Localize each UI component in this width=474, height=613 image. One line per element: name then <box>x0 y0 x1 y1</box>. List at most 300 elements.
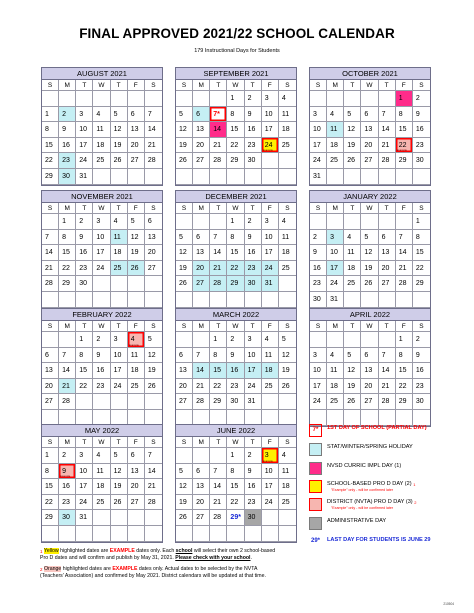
day-number: 25 <box>330 398 338 406</box>
day-number: 10 <box>96 233 105 241</box>
day-cell <box>59 276 76 292</box>
day-cell <box>344 153 361 169</box>
weekday-header: S <box>413 80 430 91</box>
day-number: 8 <box>213 351 218 359</box>
day-number: 1 <box>230 95 235 102</box>
day-cell <box>210 510 227 526</box>
day-cell <box>76 276 93 292</box>
day-number: 16 <box>247 483 256 491</box>
day-cell <box>59 495 76 511</box>
day-number: 24 <box>264 141 273 149</box>
day-cell <box>227 363 244 379</box>
day-cell <box>128 379 145 395</box>
day-cell <box>76 122 93 138</box>
day-cell <box>145 214 162 230</box>
day-cell <box>76 464 93 480</box>
day-number: 29 <box>398 157 407 165</box>
day-number: 21 <box>213 141 222 149</box>
day-cell <box>245 464 262 480</box>
day-cell <box>128 230 145 246</box>
example-tag: Example <box>60 475 71 479</box>
day-number: 3 <box>79 110 84 118</box>
day-cell <box>227 214 244 230</box>
day-cell <box>379 292 396 308</box>
day-cell <box>59 169 76 185</box>
day-cell <box>361 261 378 277</box>
day-number: 4 <box>113 218 118 225</box>
day-number: 17 <box>264 483 273 491</box>
day-cell <box>93 169 110 185</box>
day-number: 15 <box>398 367 407 375</box>
month-name: MAY 2022 <box>42 425 162 437</box>
day-number: 11 <box>281 467 290 475</box>
footnote-1: 1 Yellow highlighted dates are EXAMPLE dates only. Each school will select their own 2 school-based Pro D dates and will confirm and publish by May 31, 2021. Please check with your school. <box>40 548 276 561</box>
day-cell <box>128 245 145 261</box>
weekday-header: F <box>262 321 279 332</box>
day-cell <box>59 363 76 379</box>
day-cell <box>193 363 210 379</box>
day-cell <box>413 292 430 308</box>
day-cell <box>76 332 93 348</box>
weekday-header: S <box>279 437 296 448</box>
day-cell <box>176 107 193 123</box>
day-cell <box>210 479 227 495</box>
day-number: 30 <box>247 280 256 288</box>
day-cell <box>59 379 76 395</box>
day-cell <box>128 261 145 277</box>
day-number: 30 <box>230 398 239 406</box>
day-number: 14 <box>381 367 390 375</box>
weekday-header: S <box>145 437 162 448</box>
day-cell <box>76 394 93 410</box>
day-cell <box>42 348 59 364</box>
day-number: 5 <box>113 110 118 118</box>
day-cell <box>42 394 59 410</box>
day-number: 9 <box>247 233 252 241</box>
day-number: 13 <box>196 483 204 491</box>
day-cell <box>111 510 128 526</box>
day-number: 12 <box>179 483 187 491</box>
day-cell <box>111 332 128 348</box>
weekday-header: F <box>262 80 279 91</box>
month-calendar <box>41 308 163 427</box>
day-cell <box>361 245 378 261</box>
day-number: 12 <box>347 126 356 134</box>
day-cell <box>93 510 110 526</box>
day-cell <box>76 153 93 169</box>
legend-label-text: SCHOOL-BASED PRO D DAY (2) <box>327 481 412 487</box>
day-cell <box>245 332 262 348</box>
day-cell <box>227 261 244 277</box>
weekday-header: M <box>59 203 76 214</box>
day-number: 1 <box>45 452 49 459</box>
day-cell <box>279 138 296 154</box>
day-number: 27 <box>381 280 390 288</box>
day-cell <box>279 107 296 123</box>
day-cell <box>379 107 396 123</box>
day-cell <box>279 510 296 526</box>
day-cell <box>93 526 110 542</box>
month-calendar <box>309 190 431 309</box>
day-cell <box>111 122 128 138</box>
day-number: 26 <box>281 382 290 390</box>
day-cell <box>327 348 344 364</box>
day-cell <box>145 153 162 169</box>
day-cell <box>396 379 413 395</box>
day-cell <box>93 214 110 230</box>
day-cell <box>262 122 279 138</box>
day-cell <box>176 526 193 542</box>
day-number: 29 <box>415 280 424 288</box>
day-number: 22 <box>45 157 53 165</box>
example-tag: Example <box>262 149 273 153</box>
day-number: 24 <box>79 498 88 506</box>
day-number: 4 <box>281 218 286 225</box>
day-cell <box>210 122 227 138</box>
day-cell <box>379 332 396 348</box>
month-grid <box>42 437 162 542</box>
legend-item <box>309 498 459 511</box>
day-cell <box>413 363 430 379</box>
day-cell <box>379 230 396 246</box>
day-number: 9 <box>415 351 420 359</box>
weekday-header: T <box>76 80 93 91</box>
day-number: 10 <box>264 110 273 118</box>
day-cell <box>210 379 227 395</box>
day-number: 8 <box>45 126 49 134</box>
day-cell <box>111 464 128 480</box>
day-number: 21 <box>196 382 204 390</box>
day-cell <box>279 526 296 542</box>
day-cell <box>176 138 193 154</box>
day-number: 29 <box>213 398 222 406</box>
day-number: 8 <box>230 467 235 475</box>
day-number: 7 <box>147 452 152 459</box>
day-cell <box>42 526 59 542</box>
day-number: 29* <box>230 514 241 522</box>
day-number: 8 <box>62 233 67 241</box>
day-cell <box>176 230 193 246</box>
day-number: 29 <box>45 172 53 180</box>
day-number: 28 <box>213 514 222 522</box>
day-cell <box>344 394 361 410</box>
legend-label <box>327 499 416 506</box>
day-cell <box>176 363 193 379</box>
day-cell <box>210 245 227 261</box>
day-number: 15 <box>45 483 53 491</box>
day-cell <box>245 122 262 138</box>
day-cell <box>396 91 413 107</box>
day-cell <box>344 348 361 364</box>
day-number: 7 <box>213 233 218 241</box>
day-number: 18 <box>281 483 290 491</box>
day-cell <box>344 363 361 379</box>
month-name: JUNE 2022 <box>176 425 296 437</box>
day-cell <box>193 138 210 154</box>
legend-swatch <box>309 480 322 493</box>
weekday-header: M <box>59 437 76 448</box>
day-number: 25 <box>330 157 338 165</box>
day-cell <box>262 510 279 526</box>
day-cell <box>227 91 244 107</box>
day-cell <box>59 107 76 123</box>
day-cell <box>145 107 162 123</box>
day-cell <box>42 495 59 511</box>
day-number: 22 <box>415 264 424 272</box>
day-number: 1 <box>398 336 403 343</box>
legend-item <box>309 424 459 437</box>
day-cell <box>262 348 279 364</box>
day-number: 5 <box>281 336 286 343</box>
day-number: 11 <box>264 351 272 359</box>
day-cell <box>42 363 59 379</box>
day-number: 21 <box>213 264 222 272</box>
day-number: 4 <box>130 336 135 343</box>
weekday-header: S <box>279 80 296 91</box>
day-number: 28 <box>45 280 53 288</box>
day-number: 12 <box>113 467 122 475</box>
day-number: 16 <box>415 126 424 134</box>
day-cell <box>42 91 59 107</box>
day-cell <box>76 169 93 185</box>
day-number: 3 <box>247 336 252 343</box>
day-cell <box>227 479 244 495</box>
day-cell <box>93 332 110 348</box>
day-cell <box>413 261 430 277</box>
day-cell <box>76 379 93 395</box>
day-number: 2 <box>79 218 84 225</box>
day-cell <box>76 495 93 511</box>
day-cell <box>279 394 296 410</box>
day-number: 26 <box>364 280 373 288</box>
day-cell <box>76 261 93 277</box>
day-number: 9 <box>230 351 235 359</box>
day-cell <box>176 276 193 292</box>
day-cell <box>344 122 361 138</box>
weekday-header: T <box>245 321 262 332</box>
day-cell <box>310 169 327 185</box>
month-name: APRIL 2022 <box>310 309 430 321</box>
day-number: 24 <box>247 382 256 390</box>
legend-item <box>309 443 459 456</box>
day-cell <box>361 379 378 395</box>
weekday-header: T <box>210 437 227 448</box>
day-cell <box>176 464 193 480</box>
day-cell <box>59 394 76 410</box>
day-cell <box>176 91 193 107</box>
day-number: 19 <box>179 141 187 149</box>
day-number: 13 <box>130 126 139 134</box>
day-cell <box>128 91 145 107</box>
day-number: 2 <box>415 95 420 102</box>
day-cell <box>327 276 344 292</box>
day-cell <box>145 510 162 526</box>
day-cell <box>279 276 296 292</box>
day-number: 26 <box>347 398 356 406</box>
day-cell <box>176 448 193 464</box>
day-number: 5 <box>113 452 118 459</box>
day-number: 13 <box>196 249 204 257</box>
day-number: 1 <box>230 452 235 459</box>
legend-label-text: NVSD CURRIC IMPL DAY (1) <box>327 463 402 469</box>
day-number: 19 <box>113 141 122 149</box>
legend-label-text: DISTRICT (NVTA) PRO D DAY (3) <box>327 499 413 505</box>
day-number: 24 <box>330 280 338 288</box>
day-cell <box>210 394 227 410</box>
day-cell <box>379 363 396 379</box>
day-number: 14 <box>147 467 156 475</box>
day-cell <box>128 394 145 410</box>
day-number: 14 <box>381 126 390 134</box>
weekday-header: W <box>227 321 244 332</box>
day-cell <box>128 153 145 169</box>
day-number: 11 <box>113 233 121 241</box>
day-number: 1 <box>213 336 218 343</box>
day-cell <box>176 292 193 308</box>
day-number: 8 <box>230 233 235 241</box>
day-number: 7 <box>381 110 386 118</box>
day-cell <box>59 122 76 138</box>
day-cell <box>361 394 378 410</box>
day-cell <box>344 107 361 123</box>
day-cell <box>279 479 296 495</box>
day-number: 17 <box>113 367 122 375</box>
day-cell <box>279 122 296 138</box>
day-cell <box>76 526 93 542</box>
example-tag: Example <box>396 149 407 153</box>
day-cell <box>413 138 430 154</box>
day-cell <box>344 169 361 185</box>
day-number: 11 <box>347 249 355 257</box>
day-number: 28 <box>62 398 70 406</box>
day-cell <box>344 230 361 246</box>
day-cell <box>379 91 396 107</box>
day-cell <box>210 230 227 246</box>
day-cell <box>145 479 162 495</box>
day-number: 10 <box>313 126 321 134</box>
day-cell <box>279 292 296 308</box>
day-cell <box>111 379 128 395</box>
day-cell <box>310 332 327 348</box>
day-cell <box>128 526 145 542</box>
weekday-header: S <box>310 321 327 332</box>
day-cell <box>227 510 244 526</box>
day-cell <box>245 214 262 230</box>
day-cell <box>327 261 344 277</box>
day-number: 22 <box>79 382 88 390</box>
day-cell <box>59 245 76 261</box>
document-code: 210504 <box>443 602 454 606</box>
day-number: 27 <box>130 498 139 506</box>
day-number: 16 <box>79 249 88 257</box>
day-cell <box>176 214 193 230</box>
day-number: 23 <box>313 280 321 288</box>
day-cell <box>42 276 59 292</box>
day-cell <box>361 276 378 292</box>
day-cell <box>327 332 344 348</box>
day-cell <box>279 448 296 464</box>
day-number: 10 <box>264 233 273 241</box>
day-number: 13 <box>381 249 390 257</box>
legend-label <box>327 481 415 488</box>
day-cell <box>193 214 210 230</box>
day-cell <box>145 526 162 542</box>
day-cell <box>310 107 327 123</box>
day-number: 8 <box>415 233 420 241</box>
day-number: 2 <box>96 336 101 343</box>
day-number: 22 <box>45 498 53 506</box>
day-number: 1 <box>79 336 84 343</box>
weekday-header: S <box>176 321 193 332</box>
weekday-header: T <box>210 80 227 91</box>
weekday-header: S <box>176 437 193 448</box>
day-number: 22 <box>213 382 222 390</box>
day-cell <box>59 292 76 308</box>
day-number: 25 <box>96 498 105 506</box>
day-number: 18 <box>264 367 273 375</box>
day-number: 4 <box>281 95 286 102</box>
day-cell <box>245 479 262 495</box>
day-number: 7* <box>213 110 220 118</box>
day-number: 8 <box>398 351 403 359</box>
weekday-header: M <box>193 321 210 332</box>
day-number: 5 <box>147 336 152 343</box>
day-number: 16 <box>62 141 70 149</box>
day-number: 24 <box>313 157 321 165</box>
day-cell <box>262 245 279 261</box>
day-cell <box>145 276 162 292</box>
day-number: 20 <box>364 141 373 149</box>
month-name: NOVEMBER 2021 <box>42 191 162 203</box>
day-cell <box>111 91 128 107</box>
day-cell <box>193 510 210 526</box>
day-cell <box>42 479 59 495</box>
day-cell <box>310 91 327 107</box>
day-cell <box>210 107 227 123</box>
day-number: 6 <box>147 218 152 225</box>
day-number: 9 <box>313 249 317 257</box>
day-cell <box>59 138 76 154</box>
day-number: 22 <box>62 264 70 272</box>
day-number: 2 <box>415 336 420 343</box>
day-number: 5 <box>364 233 369 241</box>
day-cell <box>227 245 244 261</box>
day-cell <box>93 292 110 308</box>
day-cell <box>93 379 110 395</box>
weekday-header: S <box>42 437 59 448</box>
day-cell <box>227 138 244 154</box>
month-calendar <box>175 67 297 186</box>
day-cell <box>396 332 413 348</box>
weekday-header: T <box>76 203 93 214</box>
day-cell <box>310 214 327 230</box>
day-cell <box>76 292 93 308</box>
day-number: 31 <box>264 280 273 288</box>
month-calendar <box>309 67 431 186</box>
day-cell <box>327 292 344 308</box>
day-number: 27 <box>364 398 373 406</box>
weekday-header: S <box>279 203 296 214</box>
day-cell <box>310 230 327 246</box>
weekday-header: T <box>76 321 93 332</box>
day-number: 2 <box>313 233 317 241</box>
day-cell <box>145 464 162 480</box>
weekday-header: S <box>279 321 296 332</box>
day-number: 25 <box>347 280 356 288</box>
day-number: 11 <box>330 367 338 375</box>
day-cell <box>111 495 128 511</box>
day-cell <box>327 91 344 107</box>
